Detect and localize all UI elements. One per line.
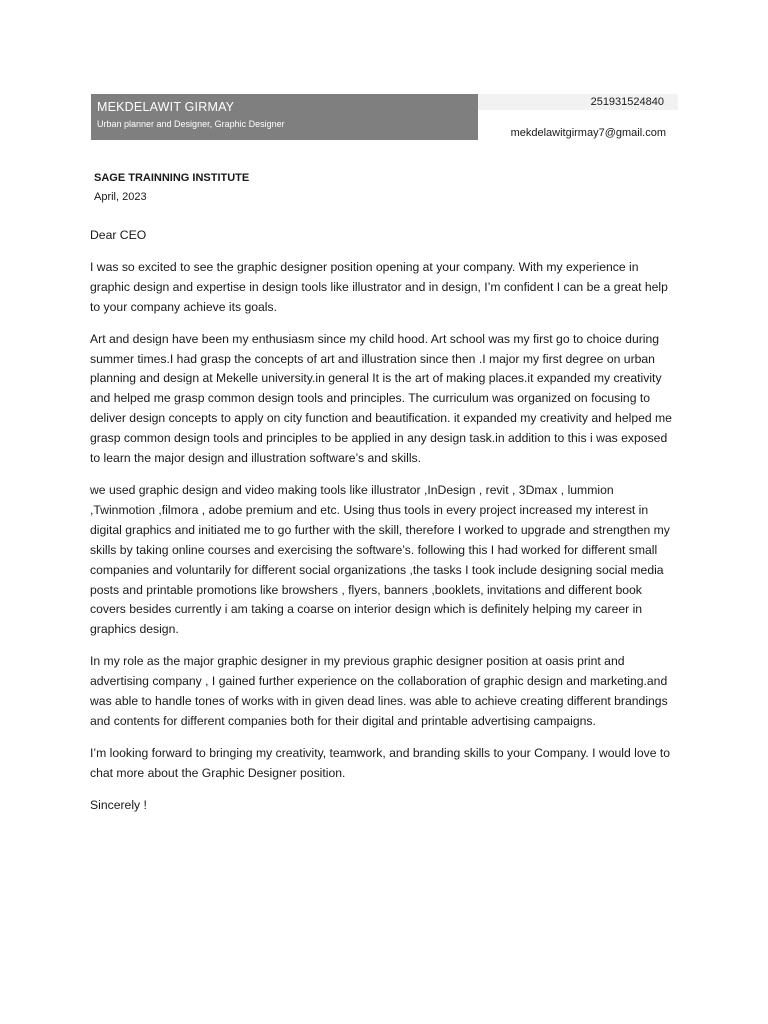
letter-date: April, 2023 — [94, 191, 147, 203]
closing: Sincerely ! — [90, 797, 147, 812]
paragraph-background: Art and design have been my enthusiasm since my child hood. Art school was my first go to choice during summer times.I had grasp the concepts of art and illustration since then .I major my first degree on urban planning and design at Mekelle university.in general It is the art of making places.it expanded my creativity and helped me grasp common design tools and principles. The curriculum was organized on focusing to deliver design concepts to apply on city function and beautification. it expanded my creativity and helped me grasp common design tools and principles to be applied in any design task.in addition to this i was exposed to learn the major design and illustration software’s and skills. — [90, 331, 672, 466]
paragraph-previous-role: In my role as the major graphic designer in my previous graphic designer position at oasis print and advertising company , I gained further experience on the collaboration of graphic design and marketing.and was able to handle tones of works with in given dead lines. was able to achieve creating different brandings and contents for different companies both for their digital and printable advertising campaigns. — [90, 654, 668, 728]
salutation: Dear CEO — [90, 228, 147, 242]
header-band — [91, 94, 478, 140]
letter-body — [90, 226, 680, 828]
applicant-title: Urban planner and Designer, Graphic Designer — [97, 119, 285, 129]
recipient-organization: SAGE TRAINNING INSTITUTE — [94, 172, 250, 184]
contact-email: mekdelawitgirmay7@gmail.com — [510, 127, 666, 139]
contact-phone: 251931524840 — [590, 96, 664, 108]
paragraph-conclusion: I’m looking forward to bringing my creativity, teamwork, and branding skills to your Company. I would love to chat more about the Graphic Designer position. — [90, 745, 671, 780]
paragraph-tools-experience: we used graphic design and video making tools like illustrator ,InDesign , revit , 3Dmax , lummion ,Twinmotion ,filmora , adobe premium and etc. Using thus tools in every project increased my interest in digital graphics and initiated me to go further with the skill, therefore I worked to upgrade and strengthen my skills by taking online courses and exercising the software’s. following this I had worked for different small companies and voluntarily for different social organizations ,the tasks I took include designing social media posts and printable promotions like browshers , flyers, banners ,booklets, invitations and different book covers besides currently i am taking a coarse on interior design which is definitely helping my career in graphics design. — [90, 482, 670, 637]
applicant-name: MEKDELAWIT GIRMAY — [97, 100, 235, 114]
paragraph-intro: I was so excited to see the graphic designer position opening at your company. With my experience in graphic design and expertise in design tools like illustrator and in design, I’m confident I can be a great help to your company achieve its goals. — [90, 259, 668, 314]
